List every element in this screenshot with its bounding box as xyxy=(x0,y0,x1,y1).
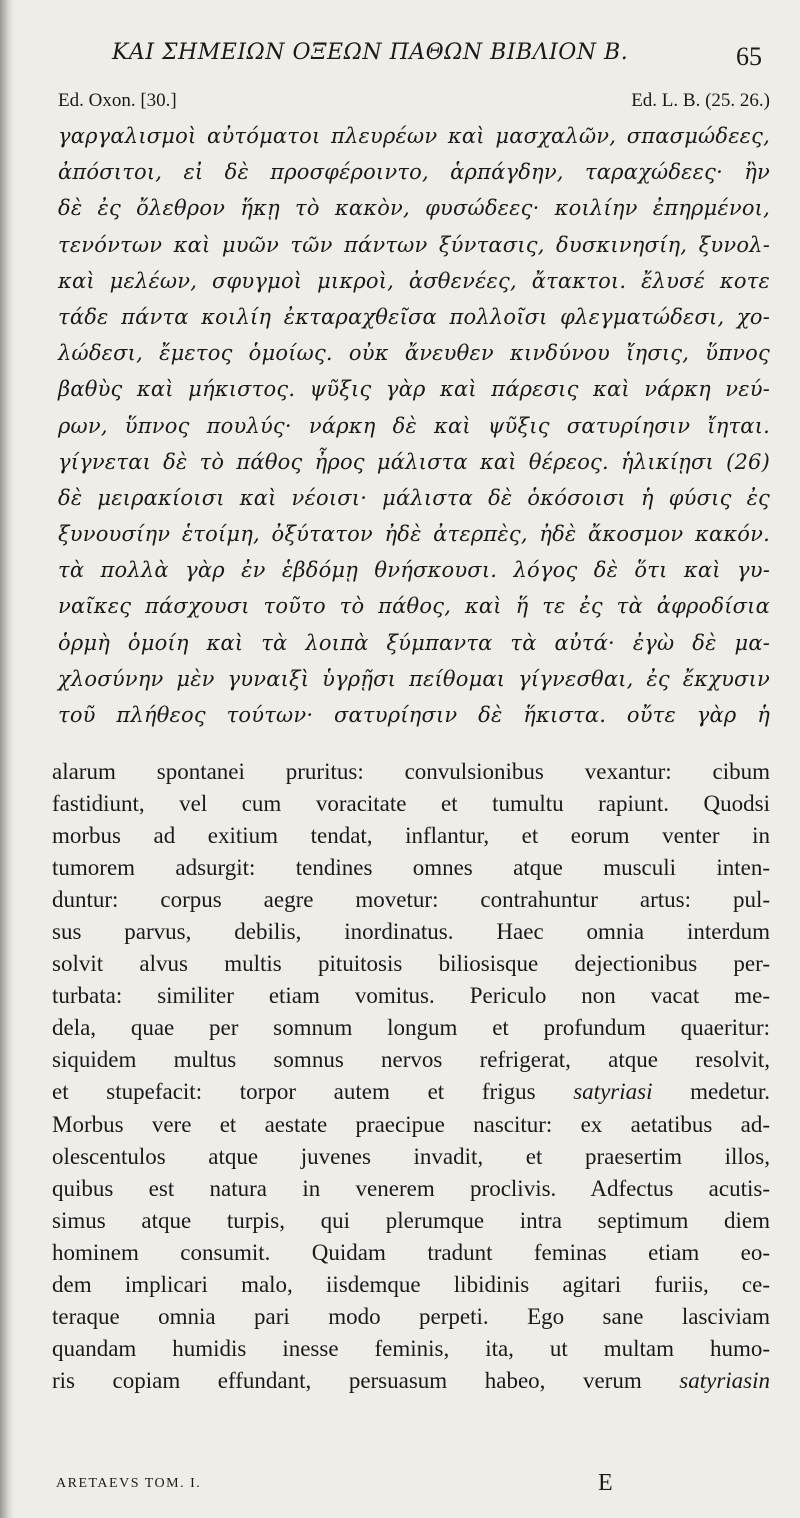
latin-text-line: morbus ad exitium tendat, inflantur, et eorum venter in xyxy=(52,823,770,849)
greek-text-line: ξυνουσίην ἑτοίμη, ὀξύτατον ἠδὲ ἀτερπὲς, ἠδὲ ἄκοσμον κακόν. xyxy=(58,522,770,547)
latin-text-line: fastidiunt, vel cum voracitate et tumultu rapiunt. Quodsi xyxy=(52,791,770,817)
latin-text-line xyxy=(52,1076,770,1108)
latin-text-line: turbata: similiter etiam vomitus. Periculo non vacat me- xyxy=(52,983,770,1009)
footer-volume-label: ARETAEVS TOM. I. xyxy=(56,1476,202,1491)
greek-text-line: τάδε πάντα κοιλίη ἐκταραχθεῖσα πολλοῖσι φλεγματώδεσι, χο- xyxy=(58,304,770,329)
latin-text-line: tumorem adsurgit: tendines omnes atque musculi inten- xyxy=(52,855,770,881)
latin-italic-term: satyriasin xyxy=(679,1367,770,1393)
signature-mark: E xyxy=(598,1470,613,1496)
latin-text-line: quibus est natura in venerem proclivis. Adfectus acutis- xyxy=(52,1175,770,1201)
latin-text-line: quandam humidis inesse feminis, ita, ut multam humo- xyxy=(52,1335,770,1361)
latin-text-line: solvit alvus multis pituitosis biliosisque dejectionibus per- xyxy=(52,951,770,977)
latin-text-line: teraque omnia pari modo perpeti. Ego sane lasciviam xyxy=(52,1303,770,1329)
latin-text-line: Morbus vere et aestate praecipue nascitur: ex aetatibus ad- xyxy=(52,1111,770,1137)
latin-text-line xyxy=(52,1365,770,1397)
greek-text-line: ναῖκες πάσχουσι τοῦτο τὸ πάθος, καὶ ἥ τε ἐς τὰ ἀφροδίσια xyxy=(58,594,770,619)
page-footer xyxy=(56,1470,756,1500)
greek-text-line: λώδεσι, ἔμετος ὁμοίως. οὐκ ἄνευθεν κινδύνου ἴησις, ὕπνος xyxy=(58,341,770,366)
latin-text-segment: et stupefacit: torpor autem et frigus xyxy=(52,1079,574,1105)
latin-text-line: alarum spontanei pruritus: convulsionibus vexantur: cibum xyxy=(52,759,770,784)
edition-lb-reference: Ed. L. B. (25. 26.) xyxy=(631,90,770,111)
greek-text-line: καὶ μελέων, σφυγμοὶ μικροὶ, ἀσθενέες, ἄτακτοι. ἔλυσέ κοτε xyxy=(58,268,770,293)
latin-translation-block xyxy=(52,756,770,1397)
greek-text-line: ὁρμὴ ὁμοίη καὶ τὰ λοιπὰ ξύμπαντα τὰ αὐτά· ἐγὼ δὲ μα- xyxy=(58,630,770,655)
greek-text-line: ρων, ὕπνος πουλύς· νάρκη δὲ καὶ ψῦξις σατυρίησιν ἴηται. xyxy=(58,413,770,438)
latin-italic-term: satyriasi xyxy=(573,1079,653,1105)
greek-text-block xyxy=(58,118,770,733)
latin-text-line: dela, quae per somnum longum et profundum quaeritur: xyxy=(52,1015,770,1041)
greek-text-line: γίγνεται δὲ τὸ πάθος ἦρος μάλιστα καὶ θέρεος. ἡλικίῃσι (26) xyxy=(58,449,770,474)
latin-text-segment: ris copiam effundant, persuasum habeo, verum xyxy=(52,1367,680,1393)
latin-text-line: simus atque turpis, qui plerumque intra septimum diem xyxy=(52,1207,770,1233)
greek-text-line: ἀπόσιτοι, εἰ δὲ προσφέροιντο, ἁρπάγδην, ταραχώδεες· ἢν xyxy=(58,160,770,185)
running-head xyxy=(0,36,800,80)
greek-text-line: τοῦ πλήθεος τούτων· σατυρίησιν δὲ ἥκιστα. οὔτε γὰρ ἡ xyxy=(58,703,770,727)
edition-oxon-reference: Ed. Oxon. [30.] xyxy=(58,90,177,111)
greek-text-line: γαργαλισμοὶ αὐτόματοι πλευρέων καὶ μασχαλῶν, σπασμώδεες, xyxy=(58,124,770,148)
latin-text-line: hominem consumit. Quidam tradunt feminas etiam eo- xyxy=(52,1239,770,1265)
latin-text-line: olescentulos atque juvenes invadit, et praesertim illos, xyxy=(52,1143,770,1169)
greek-text-line: δὲ μειρακίοισι καὶ νέοισι· μάλιστα δὲ ὁκόσοισι ἡ φύσις ἐς xyxy=(58,485,770,510)
page-gutter-shadow xyxy=(0,0,14,1518)
greek-text-line: τὰ πολλὰ γὰρ ἐν ἑβδόμῃ θνήσκουσι. λόγος δὲ ὅτι καὶ γυ- xyxy=(58,558,770,583)
greek-text-line: τενόντων καὶ μυῶν τῶν πάντων ξύντασις, δυσκινησίη, ξυνολ- xyxy=(58,232,770,257)
latin-text-line: duntur: corpus aegre movetur: contrahuntur artus: pul- xyxy=(52,887,770,913)
latin-text-line: dem implicari malo, iisdemque libidinis agitari furiis, ce- xyxy=(52,1271,770,1297)
latin-text-line: sus parvus, debilis, inordinatus. Haec omnia interdum xyxy=(52,919,770,945)
greek-text-line: δὲ ἐς ὄλεθρον ἥκῃ τὸ κακὸν, φυσώδεες· κοιλίην ἐπηρμένοι, xyxy=(58,196,770,221)
latin-text-segment: medetur. xyxy=(652,1079,771,1105)
greek-text-line: βαθὺς καὶ μήκιστος. ψῦξις γὰρ καὶ πάρεσις καὶ νάρκη νεύ- xyxy=(58,377,770,402)
page-number: 65 xyxy=(736,42,762,71)
greek-text-line: χλοσύνην μὲν γυναιξὶ ὑγρῇσι πείθομαι γίγνεσθαι, ἐς ἔκχυσιν xyxy=(58,666,770,691)
latin-text-line: siquidem multus somnus nervos refrigerat, atque resolvit, xyxy=(52,1047,770,1073)
running-head-title: ΚΑΙ ΣΗΜΕΙΩΝ ΟΞΕΩΝ ΠΑΘΩΝ ΒΙΒΛΙΟΝ Β. xyxy=(112,40,629,65)
